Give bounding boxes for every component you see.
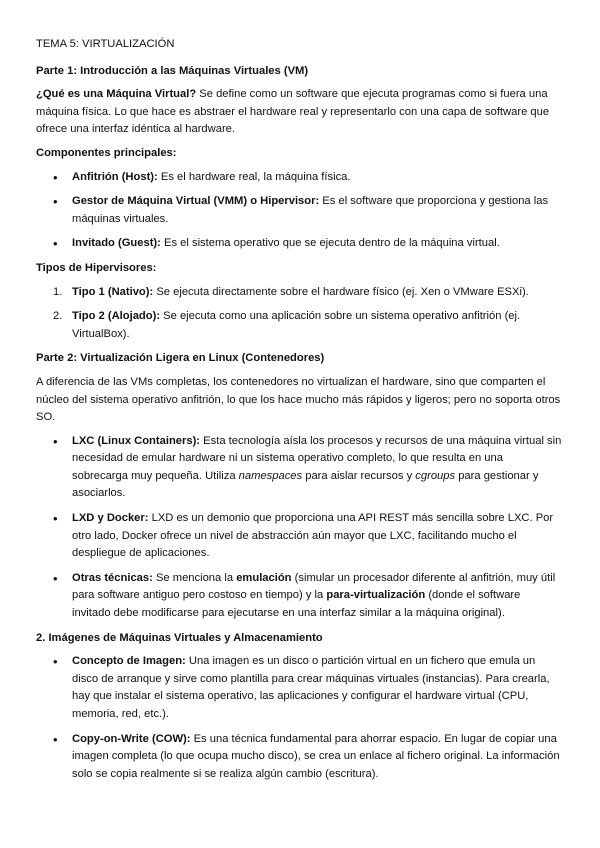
lxd-docker-text: LXD es un demonio que proporciona una API REST más sencilla sobre LXC. Por otro lado, Docker ofrece un nivel de abstracción aún mayor que LXC, facilitando mucho el despliegue de aplicaciones. [72, 512, 554, 560]
hypervisor-term: Tipo 2 (Alojado): [72, 310, 161, 323]
paravirtualization-term: para-virtualización [326, 589, 426, 602]
lxc-text: Esta tecnología aísla los procesos y recursos de una máquina virtual sin necesidad de emular hardware ni un sistema operativo completo, lo que resulta en una sobrecarga muy pequeña. Utiliza [72, 434, 562, 482]
lxd-docker-term: LXD y Docker: [72, 512, 149, 525]
component-term: Invitado (Guest): [72, 237, 161, 250]
cow-term: Copy-on-Write (COW): [72, 732, 191, 745]
list-item [36, 284, 562, 302]
list-item [36, 731, 562, 784]
image-concept-text: Una imagen es un disco o partición virtual en un fichero que emula un disco de arranque y sirve como plantilla para crear máquinas virtuales (instancias). Para crearla, hay que instalar el sistema operativo, las aplicaciones y configurar el hardware virtual (CPU, memoria, red, etc.). [72, 655, 550, 720]
namespaces-term: namespaces [238, 469, 303, 482]
list-item [36, 169, 562, 187]
list-item [36, 510, 562, 563]
containers-intro: A diferencia de las VMs completas, los contenedores no virtualizan el hardware, sino que comparten el núcleo del sistema operativo anfitrión, lo que los hace mucho más rápidos y ligeros; pero no soporta otros SO. [36, 375, 561, 424]
part1-heading: Parte 1: Introducción a las Máquinas Virtuales (VM) [36, 64, 309, 77]
item-number: 1. [53, 285, 63, 298]
emulation-term: emulación [236, 571, 292, 584]
component-term: Gestor de Máquina Virtual (VMM) o Hipervisor: [72, 195, 320, 208]
item-number: 2. [53, 310, 63, 323]
list-item [36, 570, 562, 623]
lxc-text: para gestionar y asociarlos. [72, 469, 539, 500]
component-text: Es el hardware real, la máquina física. [157, 170, 351, 183]
list-item [36, 433, 562, 503]
components-heading: Componentes principales: [36, 146, 177, 159]
list-item [36, 193, 562, 228]
vm-definition-text: Se define como un software que ejecuta programas como si fuera una máquina física. Lo que hace es abstraer el hardware real y representarlo con una capa de software que ofrece una interfaz idéntica al hardware. [36, 88, 550, 136]
other-text: (simular un procesador diferente al anfitrión, muy útil para software antiguo pero costoso en tiempo) y la [72, 571, 556, 602]
document-title: TEMA 5: VIRTUALIZACIÓN [36, 38, 175, 50]
other-text: (donde el software invitado debe modificarse para ejecutarse en una interfaz similar a la máquina original). [72, 589, 521, 620]
component-term: Anfitrión (Host): [72, 170, 158, 183]
cow-text: Es una técnica fundamental para ahorrar espacio. En lugar de copiar una imagen completa (lo que ocupa mucho disco), se crea un enlace al fichero original. La información solo se copia realmente si se realiza algún cambio (escritura). [72, 732, 560, 780]
list-item [36, 308, 562, 343]
vm-definition-paragraph [36, 86, 562, 139]
components-list [36, 169, 562, 253]
containers-list [36, 433, 562, 623]
hypervisor-term: Tipo 1 (Nativo): [72, 285, 154, 298]
hypervisor-types-list [36, 284, 562, 344]
hypervisor-text: Se ejecuta directamente sobre el hardware físico (ej. Xen o VMware ESXi). [153, 285, 529, 298]
vm-question: ¿Qué es una Máquina Virtual? [36, 88, 197, 101]
other-techniques-term: Otras técnicas: [72, 571, 153, 584]
component-text: Es el sistema operativo que se ejecuta dentro de la máquina virtual. [160, 237, 500, 250]
list-item [36, 235, 562, 253]
cgroups-term: cgroups [415, 469, 456, 482]
hypervisor-text: Se ejecuta como una aplicación sobre un sistema operativo anfitrión (ej. VirtualBox). [72, 310, 521, 340]
lxc-text: para aislar recursos y [302, 469, 416, 482]
list-item [36, 653, 562, 723]
component-text: Es el software que proporciona y gestiona las máquinas virtuales. [72, 195, 549, 225]
lxc-term: LXC (Linux Containers): [72, 434, 201, 447]
hypervisor-types-heading: Tipos de Hipervisores: [36, 261, 157, 274]
images-list [36, 653, 562, 783]
part2-heading: Parte 2: Virtualización Ligera en Linux (Contenedores) [36, 352, 325, 365]
section2-heading: 2. Imágenes de Máquinas Virtuales y Almacenamiento [36, 631, 323, 644]
image-concept-term: Concepto de Imagen: [72, 655, 186, 668]
other-text: Se menciona la [152, 571, 237, 584]
